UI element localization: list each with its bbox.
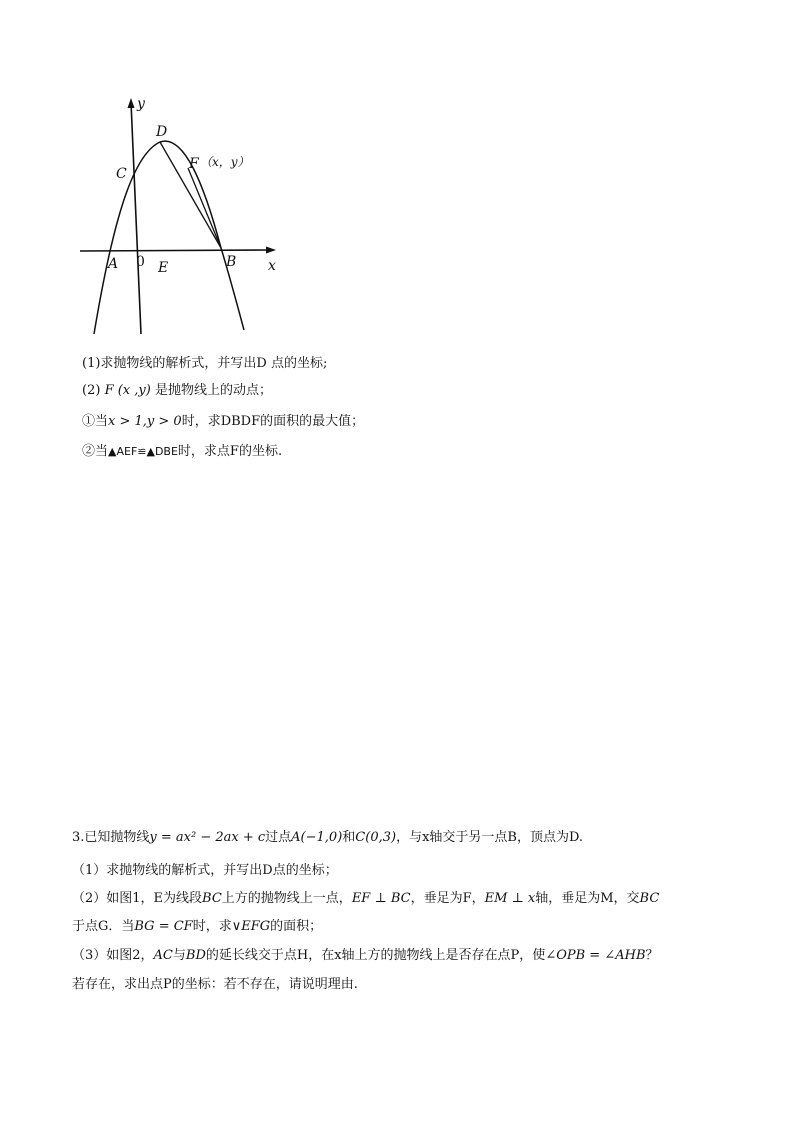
label-C: C <box>116 166 127 182</box>
segment-FB <box>188 168 221 248</box>
q3-line3 <box>72 887 659 906</box>
q3-line5 <box>72 944 659 963</box>
q3-line1 <box>72 826 583 845</box>
q3-line3-m2: EF ⊥ BC <box>351 891 411 906</box>
q3-line1-a: 3.已知抛物线 <box>72 830 150 845</box>
q3-line2 <box>72 859 338 878</box>
q3-line1-math3: C(0,3) <box>355 830 397 845</box>
q3-line3-b: 上方的抛物线上一点， <box>221 891 352 906</box>
q3-line5-c: 的延长线交于点H，在x轴上方的抛物线上是否存在点P，使 <box>205 948 546 963</box>
q3-line5-m1: AC <box>153 948 173 963</box>
q3-line1-math2: A(−1,0) <box>291 830 343 845</box>
q3-line3-c: ，垂足为F， <box>410 891 485 906</box>
x-axis-arrow <box>266 247 276 254</box>
q3-line5-d: ？ <box>645 948 659 963</box>
label-A: A <box>108 256 119 272</box>
q3-line4-m2: ∨EFG <box>231 919 271 934</box>
q3-line3-m4: BC <box>639 891 660 906</box>
q2-part1 <box>82 352 327 371</box>
q3-line1-c: 和 <box>342 830 356 845</box>
q3-line6-text: 若存在，求出点P的坐标：若不存在，请说明理由. <box>72 977 358 992</box>
label-O: 0 <box>136 254 145 270</box>
q2-part2-prefix: (2) <box>82 383 101 398</box>
q3-line3-a: （2）如图1，E为线段 <box>72 891 203 906</box>
q2-part2b-math: ▲AEF≌▲DBE <box>108 445 178 458</box>
q3-line1-b: 过点 <box>265 830 292 845</box>
y-axis <box>131 102 141 334</box>
q2-part2b-prefix: ②当 <box>82 444 109 459</box>
label-y: y <box>137 96 145 112</box>
q3-line5-a: （3）如图2， <box>72 948 154 963</box>
q2-part2a-prefix: ①当 <box>82 414 109 429</box>
q2-part2a-suffix: 时，求DBDF的面积的最大值； <box>181 414 365 429</box>
q3-line4 <box>72 915 322 934</box>
q3-line4-c: 的面积； <box>270 919 323 934</box>
q2-part2b <box>82 440 282 459</box>
q3-line5-m3: ∠OPB = ∠AHB <box>545 948 646 963</box>
label-F: F <box>189 156 199 172</box>
q2-part2a-math: x > 1,y > 0 <box>108 414 182 429</box>
q3-line3-d: 轴，垂足为M，交 <box>535 891 640 906</box>
q2-part1-text: (1)求抛物线的解析式，并写出D 点的坐标; <box>82 356 328 371</box>
q3-line2-text: （1）求抛物线的解析式，并写出D点的坐标； <box>72 863 338 878</box>
label-E: E <box>158 260 169 276</box>
label-D: D <box>156 124 168 140</box>
q3-line4-m1: BG = CF <box>134 919 193 934</box>
label-B: B <box>226 254 237 270</box>
q3-line3-m1: BC <box>202 891 222 906</box>
q3-line1-math1: y = ax² − 2ax + c <box>149 830 266 845</box>
y-axis-arrow <box>128 98 135 108</box>
q2-part2a <box>82 410 364 429</box>
label-F-coords: （x，y） <box>200 155 250 169</box>
q3-line5-m2: BD <box>185 948 206 963</box>
q3-line3-m3: EM ⊥ x <box>484 891 536 906</box>
q3-line1-d: ，与x轴交于另一点B，顶点为D. <box>396 830 584 845</box>
q3-line4-b: 时，求 <box>192 919 232 934</box>
q3-line5-b: 与 <box>172 948 186 963</box>
q2-part2-suffix: 是抛物线上的动点； <box>154 383 272 398</box>
label-x: x <box>268 258 276 274</box>
q2-part2 <box>82 379 272 398</box>
q2-part2-math: F (x ,y) <box>104 383 151 398</box>
x-axis <box>80 250 270 251</box>
parabola-figure <box>74 94 284 339</box>
q2-part2b-suffix: 时，求点F的坐标. <box>177 444 283 459</box>
q3-line4-a: 于点G．当 <box>72 919 135 934</box>
q3-line6 <box>72 973 358 992</box>
